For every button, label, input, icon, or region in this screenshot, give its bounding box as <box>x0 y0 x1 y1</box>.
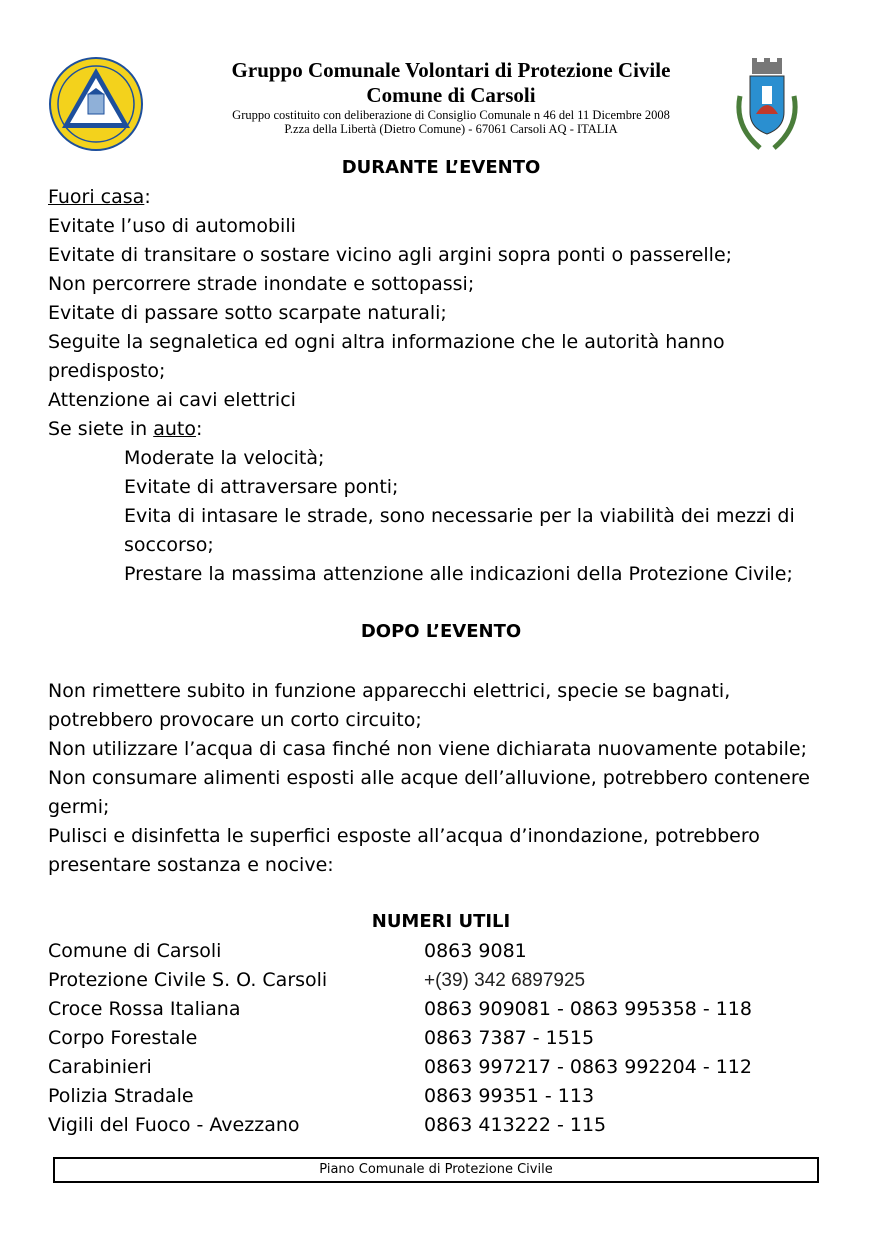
car-list-item: soccorso; <box>124 534 214 556</box>
org-deliberation: Gruppo costituito con deliberazione di Consiglio Comunale n 46 del 11 Dicembre 2008 <box>232 108 670 122</box>
contact-name: Comune di Carsoli <box>48 940 222 962</box>
contact-name: Croce Rossa Italiana <box>48 998 241 1020</box>
after-event-list <box>48 677 810 880</box>
list-item: Non rimettere subito in funzione apparecchi elettrici, specie se bagnati, <box>48 680 731 702</box>
car-heading <box>48 415 795 444</box>
list-item: Non utilizzare l’acqua di casa finché non viene dichiarata nuovamente potabile; <box>48 738 807 760</box>
phone-number: 0863 9081 <box>424 940 527 962</box>
list-item: Evitate l’uso di automobili <box>48 215 296 237</box>
list-item: Non percorrere strade inondate e sottopassi; <box>48 273 475 295</box>
list-item: presentare sostanza e nocive: <box>48 854 334 876</box>
letterhead <box>0 56 874 156</box>
useful-numbers-title: NUMERI UTILI <box>371 911 511 932</box>
phone-number: 0863 997217 - 0863 992204 - 112 <box>424 1056 752 1078</box>
car-list-item: Moderate la velocità; <box>124 447 325 469</box>
phone-number: 0863 909081 - 0863 995358 - 118 <box>424 998 752 1020</box>
during-event-title: DURANTE L’EVENTO <box>341 157 541 178</box>
page-footer: Piano Comunale di Protezione Civile <box>53 1157 819 1183</box>
list-item: Pulisci e disinfetta le superfici esposte all’acqua d’inondazione, potrebbero <box>48 825 760 847</box>
phone-number: 0863 413222 - 115 <box>424 1114 607 1136</box>
list-item: Seguite la segnaletica ed ogni altra informazione che le autorità hanno <box>48 331 725 353</box>
car-list-item: Evita di intasare le strade, sono necessarie per la viabilità dei mezzi di <box>124 505 795 527</box>
during-event-list <box>48 183 795 589</box>
outside-heading <box>48 183 795 212</box>
outside-label: Fuori casa <box>48 186 145 208</box>
car-label: auto <box>153 418 196 440</box>
contact-name: Corpo Forestale <box>48 1027 198 1049</box>
list-item: Attenzione ai cavi elettrici <box>48 389 296 411</box>
phone-number: 0863 99351 - 113 <box>424 1085 595 1107</box>
contact-name: Vigili del Fuoco - Avezzano <box>48 1114 300 1136</box>
list-item: germi; <box>48 796 110 818</box>
municipal-crest-icon <box>734 56 800 152</box>
car-list-item: Evitate di attraversare ponti; <box>124 476 399 498</box>
contact-name: Protezione Civile S. O. Carsoli <box>48 969 328 991</box>
civil-protection-logo <box>48 56 144 152</box>
list-item: Evitate di transitare o sostare vicino agli argini sopra ponti o passerelle; <box>48 244 733 266</box>
car-prefix: Se siete in <box>48 418 154 440</box>
letterhead-text <box>150 58 752 136</box>
phone-number: +(39) 342 6897925 <box>424 970 586 991</box>
outside-colon: : <box>144 186 151 208</box>
org-title: Gruppo Comunale Volontari di Protezione Civile <box>231 58 671 82</box>
list-item: potrebbero provocare un corto circuito; <box>48 709 422 731</box>
car-colon: : <box>195 418 203 440</box>
contact-name: Polizia Stradale <box>48 1085 194 1107</box>
municipality-title: Comune di Carsoli <box>366 83 536 107</box>
car-list-item: Prestare la massima attenzione alle indicazioni della Protezione Civile; <box>124 563 793 585</box>
list-item: Non consumare alimenti esposti alle acque dell’alluvione, potrebbero contenere <box>48 767 810 789</box>
list-item: predisposto; <box>48 360 166 382</box>
org-address: P.zza della Libertà (Dietro Comune) - 67061 Carsoli AQ - ITALIA <box>284 122 618 136</box>
phone-number: 0863 7387 - 1515 <box>424 1027 595 1049</box>
list-item: Evitate di passare sotto scarpate naturali; <box>48 302 447 324</box>
after-event-title: DOPO L’EVENTO <box>360 621 522 642</box>
contact-name: Carabinieri <box>48 1056 152 1078</box>
